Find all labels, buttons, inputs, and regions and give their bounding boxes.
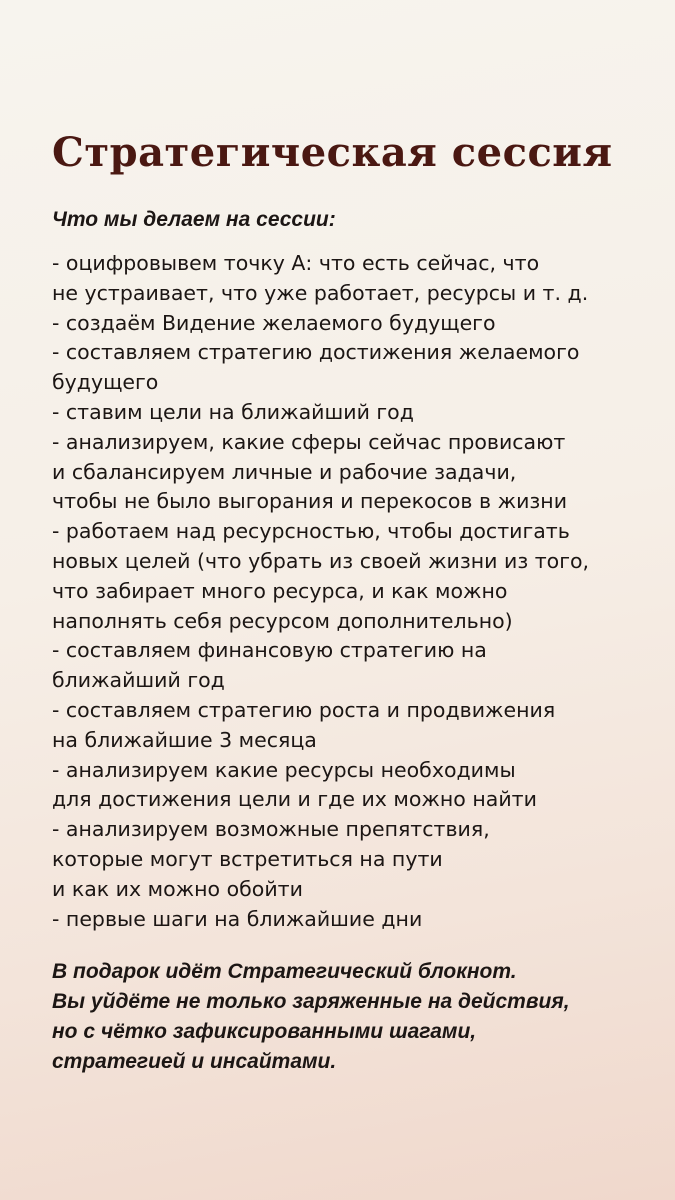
body-line: - анализируем возможные препятствия, <box>52 817 490 842</box>
body-line: для достижения цели и где их можно найти <box>52 787 537 812</box>
body-line: - ставим цели на ближайший год <box>52 399 414 424</box>
body-line: будущего <box>52 370 159 395</box>
body-line: и как их можно обойти <box>52 876 303 901</box>
gift-line: но с чётко зафиксированными шагами, <box>52 1020 477 1043</box>
body-line: не устраивает, что уже работает, ресурсы и т. д. <box>52 280 589 305</box>
body-line: которые могут встретиться на пути <box>52 846 443 871</box>
gift-line: стратегией и инсайтами. <box>52 1050 337 1073</box>
section-subtitle: Что мы делаем на сессии: <box>52 208 336 231</box>
body-line: ближайший год <box>52 668 225 693</box>
body-line: - составляем стратегию достижения желаемого <box>52 340 580 365</box>
gift-note <box>52 957 570 1077</box>
gift-line: В подарок идёт Стратегический блокнот. <box>52 960 517 983</box>
body-line: новых целей (что убрать из своей жизни из того, <box>52 548 590 573</box>
body-line: - оцифровывем точку А: что есть сейчас, что <box>52 251 540 275</box>
body-line: что забирает много ресурса, и как можно <box>52 578 508 603</box>
body-line: - создаём Видение желаемого будущего <box>52 310 496 335</box>
body-line: - составляем финансовую стратегию на <box>52 638 487 663</box>
session-activities-list <box>52 249 589 934</box>
body-line: чтобы не было выгорания и перекосов в жизни <box>52 489 568 514</box>
body-line: и сбалансируем личные и рабочие задачи, <box>52 459 517 484</box>
body-line: - анализируем, какие сферы сейчас провисают <box>52 429 566 454</box>
body-line: - анализируем какие ресурсы необходимы <box>52 757 516 782</box>
body-line: наполнять себя ресурсом дополнительно) <box>52 608 513 633</box>
body-line: на ближайшие 3 месяца <box>52 727 317 752</box>
body-line: - работаем над ресурсностью, чтобы достигать <box>52 519 570 544</box>
body-line: - первые шаги на ближайшие дни <box>52 906 423 931</box>
gift-line: Вы уйдёте не только заряженные на действия, <box>52 990 570 1013</box>
body-line: - составляем стратегию роста и продвижения <box>52 697 556 722</box>
page-title: Стратегическая сессия <box>52 129 613 176</box>
